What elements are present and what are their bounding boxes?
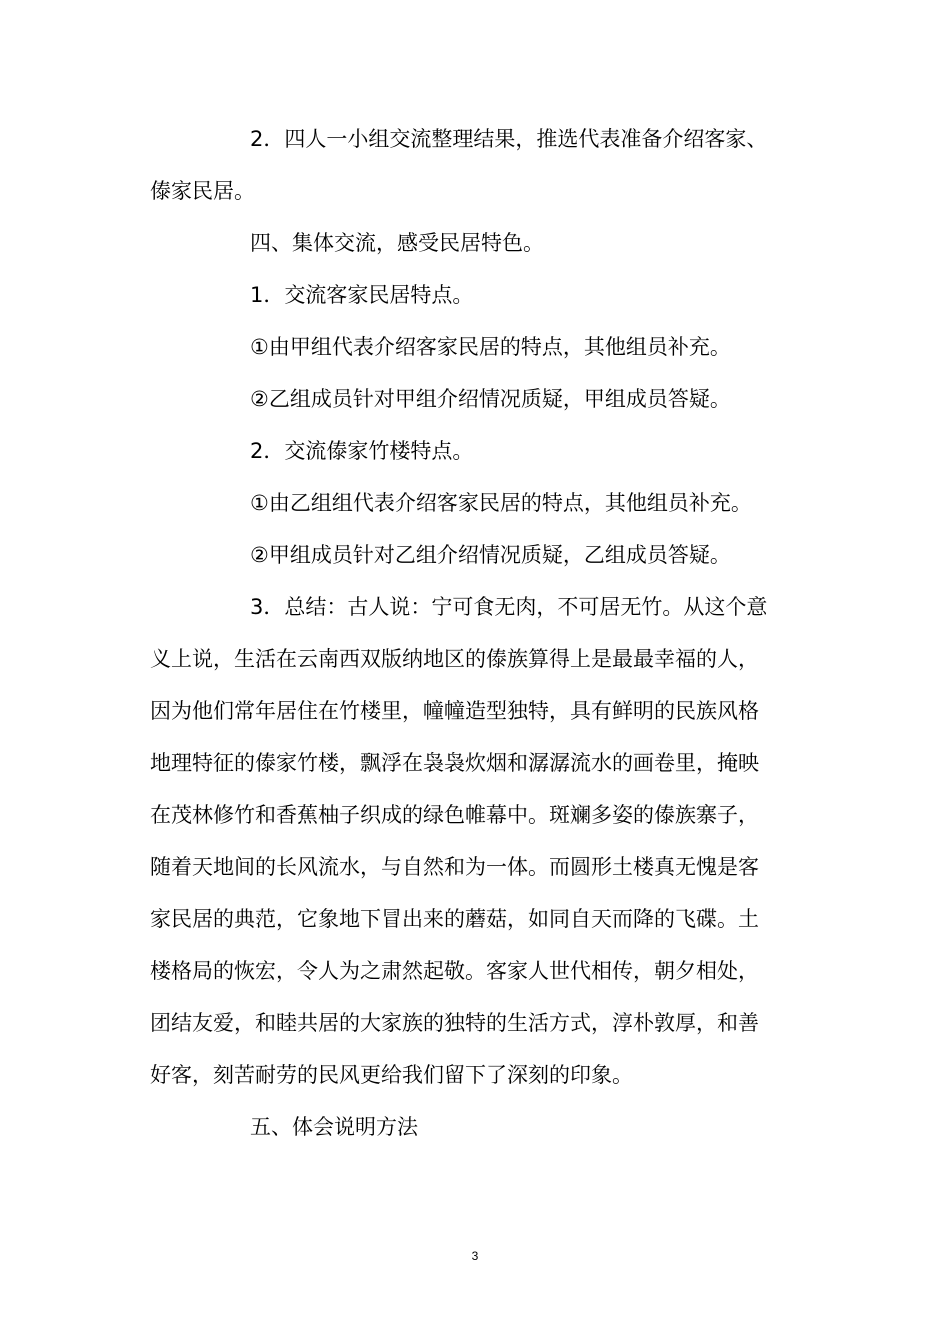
page-number: 3 xyxy=(471,1249,479,1263)
subsection-heading: 1．交流客家民居特点。 xyxy=(250,283,474,307)
paragraph-line: 2．四人一小组交流整理结果，推选代表准备介绍客家、 xyxy=(250,127,768,151)
list-item: ①由甲组代表介绍客家民居的特点，其他组员补充。 xyxy=(250,335,731,359)
list-item: ②乙组成员针对甲组介绍情况质疑，甲组成员答疑。 xyxy=(250,387,731,411)
paragraph-line: 因为他们常年居住在竹楼里，幢幢造型独特，具有鲜明的民族风格 xyxy=(150,699,759,723)
paragraph-line: 随着天地间的长风流水，与自然和为一体。而圆形土楼真无愧是客 xyxy=(150,855,759,879)
paragraph-line: 团结友爱，和睦共居的大家族的独特的生活方式，淳朴敦厚，和善 xyxy=(150,1011,759,1035)
list-item: ②甲组成员针对乙组介绍情况质疑，乙组成员答疑。 xyxy=(250,543,731,567)
paragraph-line: 好客，刻苦耐劳的民风更给我们留下了深刻的印象。 xyxy=(150,1063,633,1087)
list-item: ①由乙组组代表介绍客家民居的特点，其他组员补充。 xyxy=(250,491,752,515)
section-heading: 五、体会说明方法 xyxy=(250,1115,418,1139)
document-body xyxy=(150,113,810,1153)
subsection-heading: 2．交流傣家竹楼特点。 xyxy=(250,439,474,463)
paragraph-line: 地理特征的傣家竹楼，飘浮在袅袅炊烟和潺潺流水的画卷里，掩映 xyxy=(150,751,759,775)
paragraph-line: 在茂林修竹和香蕉柚子织成的绿色帷幕中。斑斓多姿的傣族寨子， xyxy=(150,803,759,827)
paragraph-line: 楼格局的恢宏，令人为之肃然起敬。客家人世代相传，朝夕相处， xyxy=(150,959,759,983)
paragraph-line: 傣家民居。 xyxy=(150,179,255,203)
paragraph-line: 义上说，生活在云南西双版纳地区的傣族算得上是最最幸福的人， xyxy=(150,647,759,671)
paragraph-line: 3．总结：古人说：宁可食无肉，不可居无竹。从这个意 xyxy=(250,595,768,619)
paragraph-line: 家民居的典范，它象地下冒出来的蘑菇，如同自天而降的飞碟。土 xyxy=(150,907,759,931)
section-heading: 四、集体交流，感受民居特色。 xyxy=(250,231,544,255)
